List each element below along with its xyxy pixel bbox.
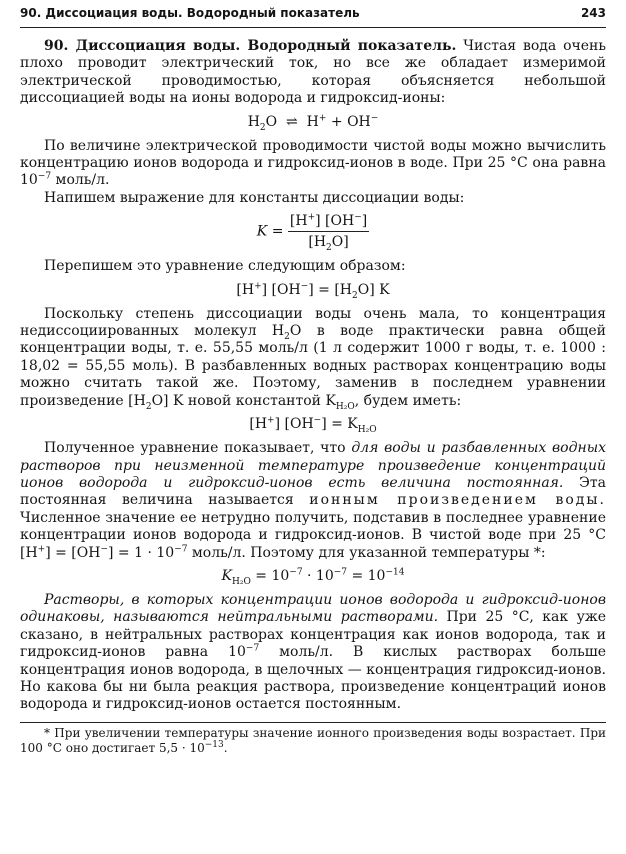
paragraph-neutral-solutions: Растворы, в которых концентрации ионов водорода и гидроксид-ионов одинаковы, называются нейтральными растворами. При 25 °С, как уже сказано, в нейтральных растворах концентрация как ионов водорода, так и гидроксид-ионов равна $10^{-7}$ моль/л. В кислых растворах больше концентрация ионов водорода, в щелочных — концентрация гидроксид-ионов. Но какова бы ни была реакция раствора, произведение концентраций ионов водорода и гидроксид-ионов остается постоянным. bbox=[20, 591, 607, 713]
paragraph-conductivity: По величине электрической проводимости чистой воды можно вычислить концентрацию ионов водорода и гидроксид-ионов в воде. При 25 °С она равна $10^{-7}$ моль/л. bbox=[20, 137, 606, 189]
paragraph-intro: 90. Диссоциация воды. Водородный показатель. Чистая вода очень плохо проводит электрический ток, но все же обладает измеримой электрической проводимостью, которая объясняется небольшой диссоциацией воды на ионы водорода и гидроксид-ионы: bbox=[20, 38, 607, 107]
header-title: 90. Диссоциация воды. Водородный показатель bbox=[20, 6, 360, 20]
paragraph-constant-intro: Напишем выражение для константы диссоциации воды: bbox=[44, 189, 465, 206]
page-number: 243 bbox=[580, 6, 606, 20]
header-rule bbox=[20, 27, 606, 28]
paragraph-ionic-product: Полученное уравнение показывает, что для воды и разбавленных водных растворов при неизменной температуре произведение концентраций ионов водорода и гидроксид-ионов есть величина постоянная. Эта постоянная величина называется ионным произведением воды. Численное значение ее нетрудно получить, подставив в последнее уравнение концентрации ионов водорода и гидроксид-ионов. В чистой воде при 25 °С $[H^+] = [OH^-] = 1 \cdot 10^{-7}$ моль/л. Поэтому для указанной температуры *: bbox=[20, 440, 606, 561]
equation-constant: K = $\frac{[H^+] [OH^-]}{[H_2O]}$ bbox=[256, 212, 368, 254]
paragraph-concentration: Поскольку степень диссоциации воды очень мала, то концентрация недиссоциированных молекул $H_2O$ в воде практически равна общей концентрации воды, т. е. 55,55 моль/л (1 л содержит 1000 г воды, т. е. 1000 : 18,02 = 55,55 моль). В разбавленных водных растворах концентрацию воды можно считать такой же. Поэтому, заменив в последнем уравнении произведение $[H_2O]$ K новой константой $K_{H_2O}$, будем иметь: bbox=[20, 305, 606, 412]
equilibrium-arrows-icon: ⇌ bbox=[286, 113, 298, 130]
footnote-rule bbox=[20, 722, 606, 723]
equation-kw-value: $K_{H_2O} = 10^{-7} \cdot 10^{-7} = 10^{-14}$ bbox=[221, 567, 405, 587]
equation-dissociation: $H_2O$ ⇌ H+ + OH− bbox=[247, 112, 379, 133]
equation-ionic-product: [H+] $[OH^-] = K_{H_2O}$ bbox=[249, 415, 377, 435]
paragraph-rewrite: Перепишем это уравнение следующим образом: bbox=[44, 258, 406, 275]
running-header bbox=[20, 6, 606, 24]
equation-rewritten: [H+] $[OH^-] = [H_2O]$ K bbox=[236, 281, 390, 301]
footnote: * При увеличении температуры значение ионного произведения воды возрастает. При 100 °С оно достигает $5,5 \cdot 10^{-13}$. bbox=[20, 725, 606, 755]
section-heading: 90. Диссоциация воды. Водородный показатель. bbox=[44, 38, 457, 54]
fraction: $\frac{[H^+] [OH^-]}{[H_2O]}$ bbox=[289, 212, 368, 254]
